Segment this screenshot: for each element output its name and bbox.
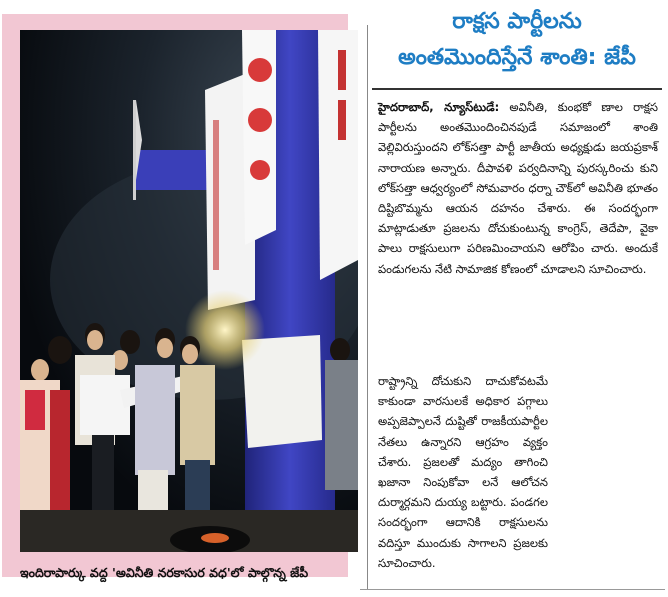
article-paragraph-2: రాష్ట్రాన్ని దోచుకుని దాచుకోవటమే కాకుండా వారసులకే అధికార పగ్గాలు అప్పజెప్పాలనే దుష్టితో రాజకీయపార్టీల నేతలు ఉన్నారని ఆగ్రహం వ్యక్తం చేశారు. ప్రజలతో మద్యం తాగించి ఖజానా నింపుకోవా లనే ఆలోచన దుర్మార్గమని దుయ్య బట్టారు. పండగల సందర్భంగా ఆదానికి రాక్షసులను వదిస్తూ ముందుకు సాగాలని ప్రజలకు సూచించారు. — [378, 374, 548, 570]
photo-caption: ఇందిరాపార్కు వద్ద 'అవినీతి నరకాసుర వధ'లో పాల్గొన్న జేపీ — [20, 565, 309, 580]
column-divider — [367, 25, 368, 590]
article-body — [378, 97, 658, 279]
headline-rule — [372, 88, 662, 90]
headline — [370, 4, 664, 76]
dateline: హైదరాబాద్, న్యూస్‌టుడే: — [378, 100, 500, 114]
headline-line-1: రాక్షస పార్టీలను — [452, 9, 582, 34]
article-paragraph-1: అవినీతి, కుంభకో ణాల రాక్షస పార్టీలను అంతమొందించినపుడే సమాజంలో శాంతి వెల్లివిరుస్తుందని లోక్‌సత్తా పార్టీ జాతీయ అధ్యక్షుడు జయప్రకాశ్ నారాయణ అన్నారు. దీపావళి పర్వదినాన్ని పురస్కరించు కుని లోక్‌సత్తా ఆధ్వర్యంలో సోమవారం ధర్నా చౌక్‌లో అవినీతి భూతం దిష్టిబొమ్మను ఆయన దహనం చేశారు. ఈ సందర్భంగా మాట్లాడుతూ ప్రజలను దోచుకుంటున్న కాంగ్రెస్, తెదేపా, వైకా పాలు రాక్షసులుగా పరిణమించాయని ఆరోపిం చారు. అందుకే పండుగలను నేటి సామాజిక కోణంలో చూడాలని సూచించారు. — [378, 100, 658, 276]
bottom-rule — [360, 589, 665, 590]
news-photo — [20, 30, 358, 552]
headline-line-2: అంతమొందిస్తేనే శాంతి: జేపీ — [398, 45, 636, 70]
